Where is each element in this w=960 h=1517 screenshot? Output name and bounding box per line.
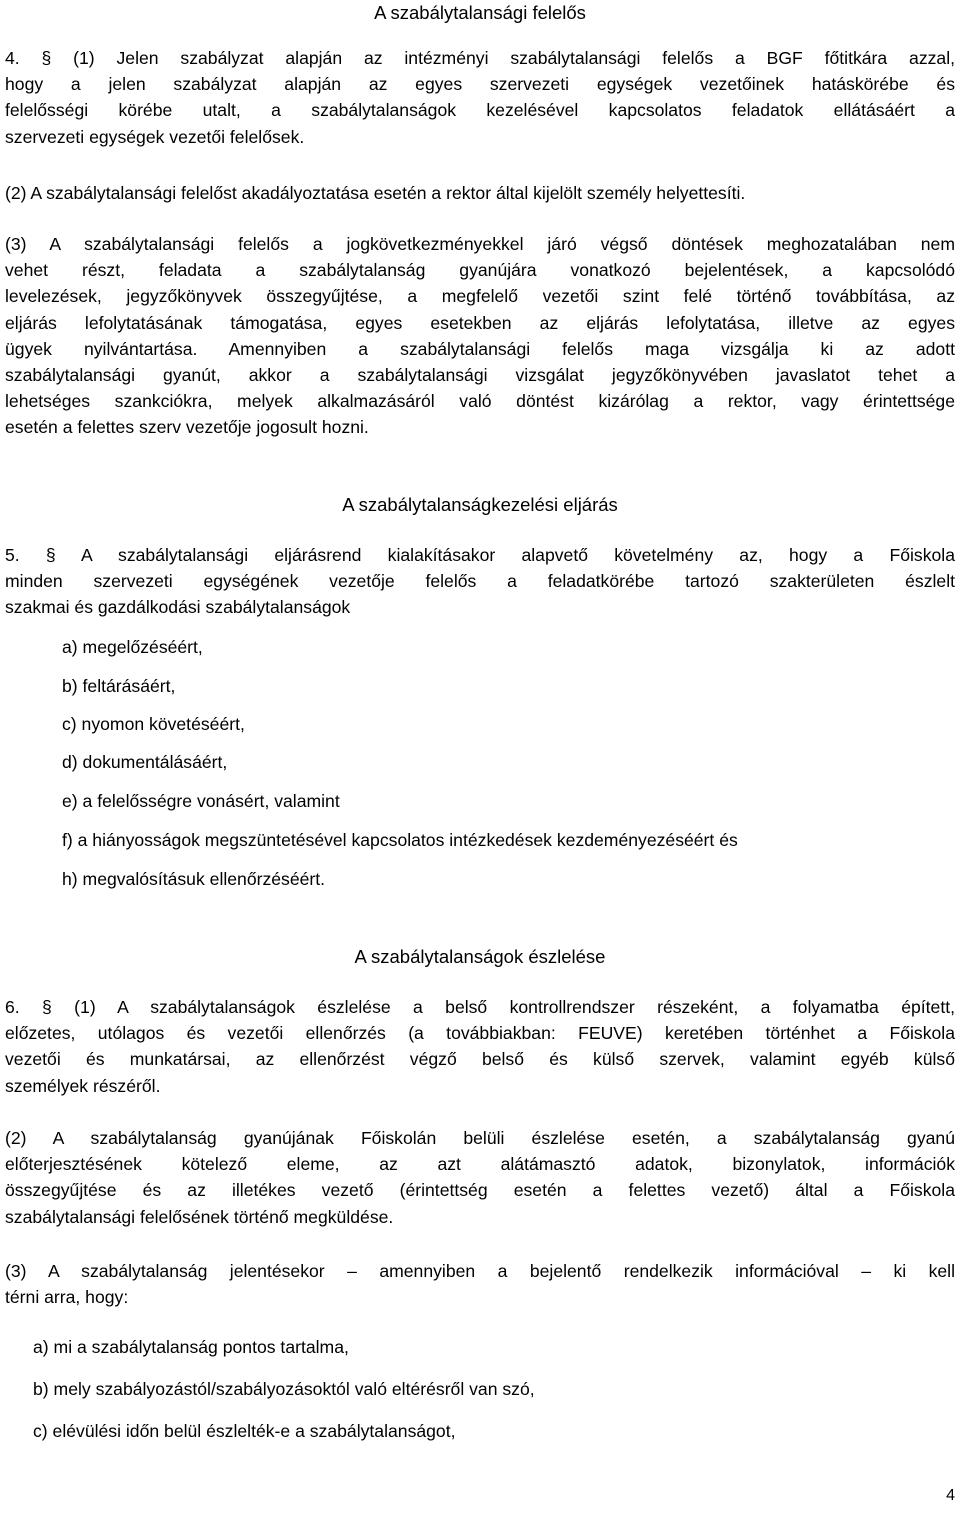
heading-irregularity-officer: A szabálytalansági felelős: [374, 2, 586, 23]
text-line: szabálytalansági gyanút, akkor a szabálytalansági vizsgálat jegyzőkönyvében javaslatot tehet a: [5, 364, 955, 385]
text-line: esetén a felettes szerv vezetője jogosult hozni.: [5, 417, 369, 438]
text-line: lehetséges szankciókra, melyek alkalmazásáról való döntést kizárólag a rektor, vagy érintettsége: [5, 391, 955, 412]
text-line: személyek részéről.: [5, 1075, 161, 1096]
text-line: 4. § (1) Jelen szabályzat alapján az intézményi szabálytalansági felelős a BGF főtitkára azzal,: [5, 48, 955, 68]
text-line: (3) A szabálytalanság jelentésekor – amennyiben a bejelentő rendelkezik információval – ki kell: [5, 1261, 955, 1281]
text-line: minden szervezeti egységének vezetője felelős a feladatkörébe tartozó szakterületen észlelt: [5, 571, 955, 592]
section-4-paragraph-1: [5, 45, 955, 150]
section-6-paragraph-2: [5, 1125, 955, 1230]
text-line: vehet részt, feladata a szabálytalanság gyanújára vonatkozó bejelentések, a kapcsolódó: [5, 260, 955, 281]
text-line: (3) A szabálytalansági felelős a jogkövetkezményekkel járó végső döntések meghozatalában nem: [5, 234, 955, 254]
text-line: előzetes, utólagos és vezetői ellenőrzés (a továbbiakban: FEUVE) keretében történhet a Főiskola: [5, 1023, 955, 1044]
list-item: b) mely szabályozástól/szabályozásoktól való eltérésről van szó,: [33, 1379, 535, 1399]
text-line: felelősségi körébe utalt, a szabálytalanságok kezelésével kapcsolatos feladatok ellátásáért a: [5, 100, 955, 121]
heading-irregularity-detection: A szabálytalanságok észlelése: [354, 946, 606, 967]
text-line: 5. § A szabálytalansági eljárásrend kialakításakor alapvető követelmény az, hogy a Főiskola: [5, 545, 955, 565]
text-line: hogy a jelen szabályzat alapján az egyes szervezeti egységek vezetőinek hatáskörébe és: [5, 74, 955, 95]
list-item: a) megelőzéséért,: [62, 637, 203, 657]
list-item: c) nyomon követéséért,: [62, 714, 245, 734]
text-line: szabálytalansági felelősének történő megküldése.: [5, 1206, 394, 1227]
text-line: ügyek nyilvántartása. Amennyiben a szabálytalansági felelős maga vizsgálja ki az adott: [5, 338, 955, 359]
text-line: 6. § (1) A szabálytalanságok észlelése a belső kontrollrendszer részeként, a folyamatba épített,: [5, 997, 955, 1017]
section-6-paragraph-1: [5, 994, 955, 1099]
list-item: c) elévülési időn belül észlelték-e a szabálytalanságot,: [33, 1421, 456, 1441]
text-line: összegyűjtése és az illetékes vezető (érintettség esetén a felettes vezető) által a Főiskola: [5, 1180, 955, 1201]
list-item: e) a felelősségre vonásért, valamint: [62, 791, 340, 811]
section-5-paragraph-1: [5, 542, 955, 621]
text-line: levelezések, jegyzőkönyvek összegyűjtése, a megfelelő vezetői szint felé történő továbbítása, az: [5, 286, 955, 307]
page-number: 4: [946, 1487, 955, 1504]
list-item: h) megvalósításuk ellenőrzéséért.: [62, 869, 326, 889]
text-line: szakmai és gazdálkodási szabálytalanságok: [5, 597, 351, 618]
text-line: vezetői és munkatársai, az ellenőrzést végző belső és külső szervek, valamint egyéb külső: [5, 1049, 955, 1070]
text-line: (2) A szabálytalanság gyanújának Főiskolán belüli észlelése esetén, a szabálytalanság gyanú: [5, 1128, 955, 1148]
list-item: d) dokumentálásáért,: [62, 752, 228, 772]
list-item: b) feltárásáért,: [62, 676, 176, 696]
text-line: előterjesztésének kötelező eleme, az azt alátámasztó adatok, bizonylatok, információk: [5, 1154, 955, 1175]
list-item: f) a hiányosságok megszüntetésével kapcsolatos intézkedések kezdeményezéséért és: [62, 830, 738, 850]
list-item: a) mi a szabálytalanság pontos tartalma,: [33, 1337, 349, 1357]
section-6-paragraph-3: [5, 1258, 955, 1310]
text-line: eljárás lefolytatásának támogatása, egyes esetekben az eljárás lefolytatása, illetve az egyes: [5, 312, 955, 333]
text-line: szervezeti egységek vezetői felelősek.: [5, 126, 305, 147]
text-line: térni arra, hogy:: [5, 1287, 129, 1308]
heading-irregularity-procedure: A szabálytalanságkezelési eljárás: [342, 494, 618, 515]
section-4-paragraph-3: [5, 231, 955, 441]
section-4-paragraph-2: [5, 180, 955, 206]
text-line: (2) A szabálytalansági felelőst akadályoztatása esetén a rektor által kijelölt személy helyettesíti.: [5, 183, 746, 203]
